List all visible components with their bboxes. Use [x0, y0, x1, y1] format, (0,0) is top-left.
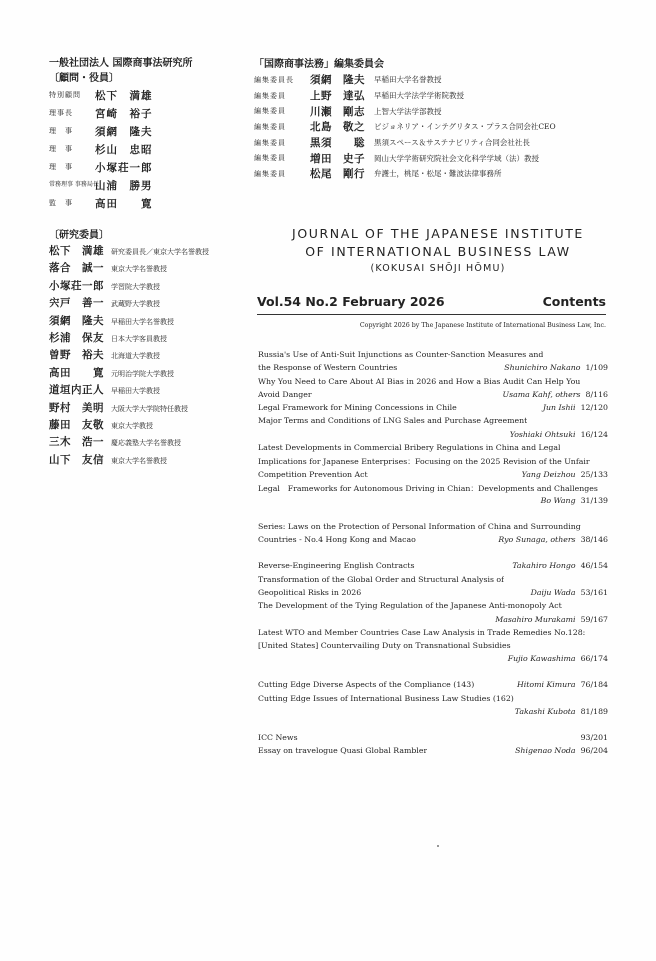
article-author: Shunichiro Nakano	[504, 363, 581, 373]
journal-heading	[258, 225, 618, 276]
editorial-member-affiliation: 岡山大学学術研究院社会文化科学学域（法）教授	[374, 153, 539, 163]
research-member-title: 早稲田大学教授	[111, 387, 160, 396]
editorial-member-row	[254, 150, 614, 166]
article-byline	[581, 733, 608, 742]
research-member-row	[49, 313, 249, 330]
contents-line	[258, 350, 608, 363]
editorial-member-affiliation: 早稲田大学名誉教授	[374, 75, 442, 85]
contents-label: Contents	[542, 294, 606, 309]
contents-spacer	[258, 720, 608, 733]
advisor-row	[49, 104, 249, 122]
article-author: Usama Kahf, others	[502, 389, 581, 399]
copyright-notice: Copyright 2026 by The Japanese Institute of International Business Law, Inc.	[359, 322, 606, 329]
advisor-role: 特別顧問	[49, 91, 81, 99]
research-member-row	[49, 365, 249, 382]
article-title-text: Implications for Japanese Enterprises：Focusing on the 2025 Revision of the Unfair	[258, 457, 590, 467]
advisor-row	[49, 194, 249, 212]
article-title-text: Avoid Danger	[258, 389, 312, 399]
editorial-member-role: 編集委員	[254, 91, 286, 100]
contents-line	[258, 707, 608, 720]
contents-line	[258, 641, 608, 654]
article-author: Yoshiaki Ohtsuki	[509, 429, 576, 439]
advisor-role: 理 事	[49, 163, 73, 171]
research-member-title: 東京大学教授	[111, 421, 153, 430]
research-member-title: 研究委員長／東京大学名誉教授	[111, 248, 209, 256]
contents-spacer	[258, 549, 608, 562]
contents-line	[258, 363, 608, 376]
research-member-name: 山下 友信	[49, 453, 104, 466]
article-author: Shigenao Noda	[515, 746, 576, 756]
research-heading: 〔研究委員〕	[49, 230, 109, 241]
article-title-text: Russia's Use of Anti-Suit Injunctions as Counter-Sanction Measures and	[258, 350, 544, 359]
contents-line	[258, 628, 608, 641]
contents-line	[258, 654, 608, 667]
article-byline	[517, 680, 608, 689]
advisor-name: 小塚荘一郎	[95, 161, 153, 174]
article-page: 38/146	[580, 535, 608, 545]
editorial-heading: 「国際商事法務」編集委員会	[254, 59, 384, 70]
research-member-title: 早稲田大学名誉教授	[111, 317, 174, 326]
editorial-member-name: 松尾 剛行	[310, 168, 365, 181]
research-member-row	[49, 417, 249, 434]
contents-line	[258, 430, 608, 443]
article-byline	[498, 535, 608, 544]
editorial-list	[254, 72, 614, 182]
contents-line	[258, 403, 608, 416]
article-title-text: Series: Laws on the Protection of Personal Information of China and Surrounding	[258, 522, 581, 532]
research-member-row	[49, 278, 249, 295]
article-author: Bo Wang	[540, 496, 576, 506]
article-title-text: Cutting Edge Diverse Aspects of the Compliance (143)	[258, 680, 475, 690]
article-page: 76/184	[580, 680, 608, 690]
advisor-name: 高田 寛	[95, 197, 153, 210]
article-byline	[515, 746, 608, 755]
editorial-member-affiliation: ビジョネリア・インテグリタス・プラス合同会社CEO	[374, 122, 556, 132]
research-member-name: 小塚荘一郎	[49, 279, 104, 292]
article-page: 81/189	[580, 706, 608, 716]
editorial-member-affiliation: 黒須スペース＆サステナビリティ合同会社社長	[374, 138, 530, 148]
research-member-title: 日本大学客員教授	[111, 334, 167, 343]
contents-line	[258, 535, 608, 548]
article-byline	[543, 403, 608, 412]
article-author: Takahiro Hongo	[512, 561, 576, 571]
article-page: 66/174	[580, 654, 608, 664]
article-title-text: Cutting Edge Issues of International Business Law Studies (162)	[258, 693, 514, 703]
research-member-title: 大阪大学大学院特任教授	[111, 404, 188, 413]
contents-line	[258, 601, 608, 614]
article-title-text: Latest WTO and Member Countries Case Law Analysis in Trade Remedies No.128:	[258, 627, 586, 637]
article-byline	[504, 363, 608, 372]
article-author: Masahiro Murakami	[495, 614, 576, 624]
article-page: 96/204	[580, 746, 608, 756]
article-author: Fujio Kawashima	[507, 654, 576, 664]
article-byline	[503, 390, 608, 399]
article-author: Takashi Kubota	[514, 706, 576, 716]
research-member-title: 北海道大学教授	[111, 352, 160, 361]
editorial-member-name: 黒須 聡	[310, 137, 365, 150]
advisor-role: 監 事	[49, 199, 73, 207]
article-page: 1/109	[585, 363, 608, 373]
advisor-role: 理 事	[49, 145, 73, 153]
advisor-row	[49, 140, 249, 158]
research-member-title: 学習院大学教授	[111, 282, 160, 291]
editorial-member-role: 編集委員	[254, 169, 286, 178]
research-member-name: 曽野 裕夫	[49, 349, 104, 362]
article-byline	[508, 654, 608, 663]
research-member-title: 慶応義塾大学名誉教授	[111, 439, 181, 448]
advisor-row	[49, 158, 249, 176]
research-member-row	[49, 382, 249, 399]
research-member-title: 元明治学院大学教授	[111, 369, 174, 378]
article-page: 46/154	[580, 561, 608, 571]
article-byline	[522, 470, 608, 479]
article-byline	[531, 588, 608, 597]
contents-line	[258, 443, 608, 456]
article-author: Jun Ishii	[542, 403, 576, 413]
research-member-name: 高田 寛	[49, 366, 104, 379]
editorial-member-name: 須網 隆夫	[310, 74, 365, 87]
institute-column	[49, 57, 249, 469]
research-member-row	[49, 347, 249, 364]
advisors-list	[49, 86, 249, 212]
article-title-text: Legal Framework for Mining Concessions in Chile	[258, 403, 457, 413]
article-byline	[515, 707, 608, 716]
article-title-text: the Response of Western Countries	[258, 363, 398, 373]
table-of-contents	[258, 350, 608, 759]
article-title-text: ICC News	[258, 732, 298, 742]
contents-line	[258, 416, 608, 429]
research-member-name: 須網 隆夫	[49, 314, 104, 327]
article-page: 25/133	[580, 469, 608, 479]
advisor-role: 常務理事 事務局長	[49, 181, 99, 188]
advisor-role: 理 事	[49, 127, 73, 135]
editorial-member-name: 増田 史子	[310, 152, 365, 165]
research-member-name: 藤田 友敬	[49, 418, 104, 431]
journal-subtitle: (KOKUSAI SHŌJI HŌMU)	[370, 263, 506, 274]
article-title-text: Transformation of the Global Order and Structural Analysis of	[258, 574, 505, 584]
editorial-member-row	[254, 119, 614, 135]
contents-spacer	[258, 668, 608, 681]
article-byline	[510, 430, 608, 439]
advisor-role: 理事長	[49, 109, 73, 117]
research-member-row	[49, 330, 249, 347]
heading-rule	[257, 314, 606, 315]
article-author: Yang Deizhou	[521, 469, 576, 479]
contents-line	[258, 746, 608, 759]
advisor-name: 松下 満雄	[95, 89, 153, 102]
contents-line	[258, 615, 608, 628]
research-member-row	[49, 452, 249, 469]
volume-line	[257, 294, 606, 309]
advisor-row	[49, 86, 249, 104]
advisor-name: 須網 隆夫	[95, 125, 153, 138]
article-title-text: Why You Need to Care About AI Bias in 2026 and How a Bias Audit Can Help You	[258, 376, 581, 386]
editorial-member-affiliation: 早稲田大学法学学術院教授	[374, 91, 464, 101]
contents-line	[258, 483, 608, 496]
research-member-name: 野村 美明	[49, 401, 104, 414]
editorial-member-name: 川瀬 剛志	[310, 105, 365, 118]
research-member-name: 三木 浩一	[49, 436, 104, 449]
contents-line	[258, 456, 608, 469]
editorial-member-row	[254, 88, 614, 104]
article-page: 8/116	[585, 389, 608, 399]
research-member-title: 東京大学名誉教授	[111, 265, 167, 274]
editorial-member-row	[254, 166, 614, 182]
editorial-committee	[254, 57, 614, 182]
article-author: Hitomi Kimura	[516, 680, 576, 690]
research-member-name: 杉浦 保友	[49, 331, 104, 344]
article-page: 59/167	[580, 614, 608, 624]
research-list	[49, 243, 249, 469]
article-title-text: Major Terms and Conditions of LNG Sales and Purchase Agreement	[258, 416, 528, 426]
editorial-member-row	[254, 135, 614, 151]
advisor-row	[49, 122, 249, 140]
advisor-name: 山浦 勝男	[95, 179, 153, 192]
contents-line	[258, 561, 608, 574]
advisor-name: 杉山 忠昭	[95, 143, 153, 156]
research-member-title: 武蔵野大学教授	[111, 300, 160, 309]
contents-spacer	[258, 510, 608, 523]
article-author: Daiju Wada	[530, 587, 576, 597]
editorial-member-affiliation: 弁護士，桃尾・松尾・難波法律事務所	[374, 169, 502, 179]
research-member-row	[49, 295, 249, 312]
contents-line	[258, 733, 608, 746]
research-member-name: 道垣内正人	[49, 384, 104, 397]
article-title-text: Essay on travelogue Quasi Global Rambler	[258, 746, 428, 756]
advisor-name: 宮崎 裕子	[95, 107, 153, 120]
editorial-member-role: 編集委員長	[254, 75, 294, 84]
editorial-member-row	[254, 103, 614, 119]
editorial-member-role: 編集委員	[254, 107, 286, 116]
journal-title-line2: OF INTERNATIONAL BUSINESS LAW	[305, 244, 571, 259]
article-author: Ryo Sunaga, others	[498, 535, 576, 545]
advisors-heading: 〔顧問・役員〕	[49, 73, 119, 84]
contents-line	[258, 588, 608, 601]
research-member-name: 落合 誠一	[49, 262, 104, 275]
article-byline	[541, 496, 608, 505]
research-member-name: 宍戸 善一	[49, 297, 104, 310]
article-page: 16/124	[580, 429, 608, 439]
contents-line	[258, 694, 608, 707]
editorial-member-name: 北島 敬之	[310, 121, 365, 134]
article-page: 93/201	[580, 732, 608, 742]
editorial-member-name: 上野 達弘	[310, 90, 365, 103]
contents-line	[258, 522, 608, 535]
research-member-row	[49, 434, 249, 451]
article-title-text: Reverse-Engineering English Contracts	[258, 561, 415, 571]
research-member-row	[49, 400, 249, 417]
institute-name: 一般社団法人 国際商事法研究所	[49, 58, 193, 69]
editorial-member-role: 編集委員	[254, 154, 286, 163]
article-title-text: Legal Frameworks for Autonomous Driving in Chian：Developments and Challenges	[258, 483, 598, 493]
article-title-text: Latest Developments in Commercial Bribery Regulations in China and Legal	[258, 443, 561, 453]
page-speck	[437, 845, 439, 847]
article-title-text: Countries - No.4 Hong Kong and Macao	[258, 535, 416, 545]
article-title-text: Geopolitical Risks in 2026	[258, 587, 362, 597]
contents-line	[258, 496, 608, 509]
journal-title-line1: JOURNAL OF THE JAPANESE INSTITUTE	[292, 226, 584, 241]
article-page: 31/139	[580, 496, 608, 506]
article-title-text: The Development of the Tying Regulation of the Japanese Anti-monopoly Act	[258, 601, 562, 611]
editorial-member-row	[254, 72, 614, 88]
contents-line	[258, 575, 608, 588]
contents-line	[258, 390, 608, 403]
research-member-name: 松下 満雄	[49, 245, 104, 257]
research-member-row	[49, 243, 249, 260]
editorial-member-role: 編集委員	[254, 122, 286, 131]
contents-line	[258, 470, 608, 483]
editorial-member-role: 編集委員	[254, 138, 286, 147]
article-title-text: Competition Prevention Act	[258, 469, 368, 479]
research-member-title: 東京大学名誉教授	[111, 456, 167, 465]
article-byline	[495, 615, 608, 624]
article-byline	[512, 561, 608, 570]
research-member-row	[49, 260, 249, 277]
contents-line	[258, 377, 608, 390]
editorial-member-affiliation: 上智大学法学部教授	[374, 106, 442, 116]
volume-issue: Vol.54 No.2 February 2026	[257, 294, 445, 309]
contents-line	[258, 680, 608, 693]
article-title-text: [United States] Countervailing Duty on Transnational Subsidies	[258, 641, 511, 651]
article-page: 53/161	[580, 587, 608, 597]
advisor-row	[49, 176, 249, 194]
article-page: 12/120	[580, 403, 608, 413]
